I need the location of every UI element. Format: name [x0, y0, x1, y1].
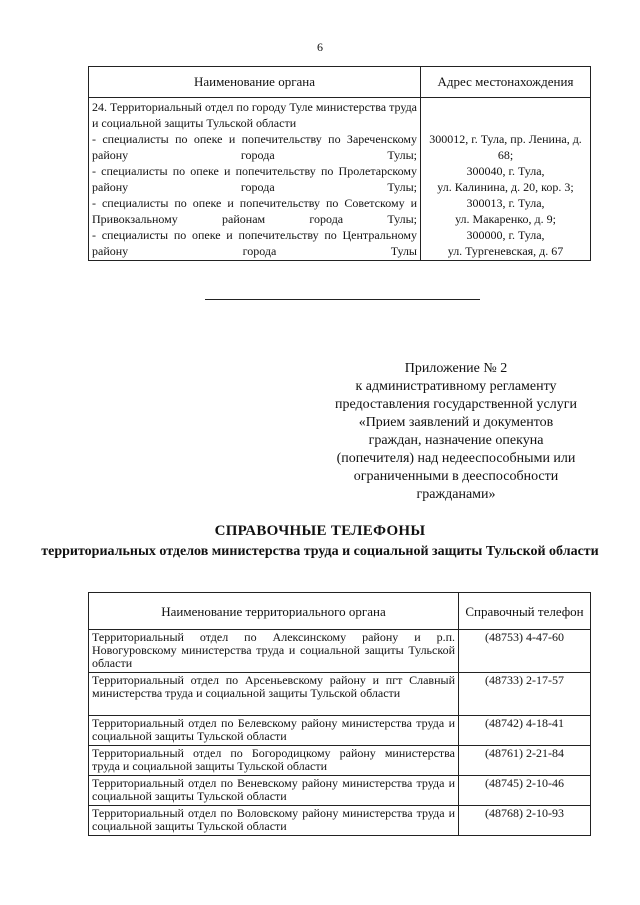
organ-name: Территориальный отдел по Воловскому району министерства труда и социальной защиты Тульской области	[89, 806, 459, 836]
address-line: 300012, г. Тула, пр. Ленина, д. 68;	[429, 132, 582, 162]
address-line: 300040, г. Тула,	[466, 164, 545, 178]
phone-number: (48768) 2-10-93	[459, 806, 591, 836]
address-line: ул. Калинина, д. 20, кор. 3;	[437, 180, 574, 194]
organ-title: 24. Территориальный отдел по городу Туле министерства труда и социальной защиты Тульской области	[92, 100, 417, 130]
address-line: ул. Макаренко, д. 9;	[455, 212, 556, 226]
organ-name: Территориальный отдел по Богородицкому району министерства труда и социальной защиты Тульской области	[89, 746, 459, 776]
organ-name: Территориальный отдел по Веневскому району министерства труда и социальной защиты Тульской области	[89, 776, 459, 806]
appendix-line: предоставления государственной услуги	[335, 397, 577, 412]
table-row	[89, 630, 591, 673]
table-row	[89, 776, 591, 806]
address-line: 300013, г. Тула,	[466, 196, 545, 210]
appendix-line: «Прием заявлений и документов	[358, 415, 554, 430]
page-number: 6	[317, 40, 323, 54]
appendix-line: ограниченными в дееспособности	[353, 469, 559, 484]
phone-number: (48733) 2-17-57	[459, 673, 591, 716]
divider	[205, 299, 480, 300]
list-item: - специалисты по опеке и попечительству по Центральному району города Тулы	[92, 228, 417, 258]
section-subtitle: территориальных отделов министерства труда и социальной защиты Тульской области	[41, 544, 599, 559]
phone-number: (48753) 4-47-60	[459, 630, 591, 673]
phone-number: (48742) 4-18-41	[459, 716, 591, 746]
address-cell	[421, 98, 591, 261]
header-organ-name: Наименование органа	[89, 67, 421, 98]
list-item: - специалисты по опеке и попечительству по Пролетарскому району города Тулы;	[92, 164, 417, 194]
table-row	[89, 746, 591, 776]
organ-name: Территориальный отдел по Арсеньевскому району и пгт Славный министерства труда и социальной защиты Тульской области	[89, 673, 459, 716]
organ-name: Территориальный отдел по Алексинскому району и р.п. Новогуровскому министерства труда и социальной защиты Тульской области	[89, 630, 459, 673]
appendix-line: (попечителя) над недееспособными или	[336, 451, 576, 466]
address-line: ул. Тургеневская, д. 67	[447, 244, 564, 258]
table-row	[89, 716, 591, 746]
section-title: СПРАВОЧНЫЕ ТЕЛЕФОНЫ	[214, 523, 426, 539]
header-phone: Справочный телефон	[459, 593, 591, 630]
appendix-line: граждан, назначение опекуна	[368, 433, 544, 448]
header-address: Адрес местонахождения	[421, 67, 591, 98]
table-row	[89, 806, 591, 836]
appendix-line: к административному регламенту	[355, 379, 557, 394]
appendix-note	[322, 360, 590, 504]
table-row	[89, 673, 591, 716]
address-table	[88, 66, 591, 261]
phones-table	[88, 592, 591, 836]
address-table-header	[89, 67, 591, 98]
organ-cell	[89, 98, 421, 261]
appendix-line: гражданами»	[416, 487, 496, 502]
address-line: 300000, г. Тула,	[466, 228, 545, 242]
appendix-line: Приложение № 2	[404, 361, 508, 376]
phones-table-header	[89, 593, 591, 630]
header-territorial-organ: Наименование территориального органа	[89, 593, 459, 630]
list-item: - специалисты по опеке и попечительству по Зареченскому району города Тулы;	[92, 132, 417, 162]
list-item: - специалисты по опеке и попечительству по Советскому и Привокзальному районам города Тулы;	[92, 196, 417, 226]
organ-name: Территориальный отдел по Белевскому району министерства труда и социальной защиты Тульской области	[89, 716, 459, 746]
phone-number: (48745) 2-10-46	[459, 776, 591, 806]
phone-number: (48761) 2-21-84	[459, 746, 591, 776]
table-row	[89, 98, 591, 261]
